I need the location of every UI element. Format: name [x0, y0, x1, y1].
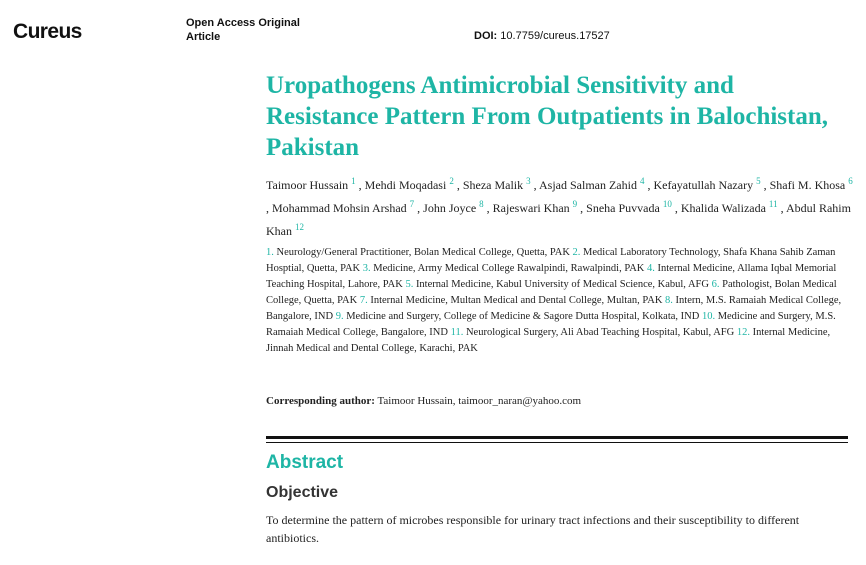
affiliation-number: 8. — [665, 295, 673, 306]
author-name[interactable]: Kefayatullah Nazary — [653, 178, 754, 192]
corresponding-author-label: Corresponding author: — [266, 395, 375, 407]
author-name[interactable]: Mohammad Mohsin Arshad — [272, 201, 407, 215]
corresponding-author-value[interactable]: Taimoor Hussain, taimoor_naran@yahoo.com — [377, 395, 582, 407]
affiliation-number: 11. — [450, 327, 464, 338]
section-divider-thick — [266, 436, 848, 439]
corresponding-author — [266, 395, 581, 407]
affiliation-text: Pathologist, Bolan Medical College, Quetta, PAK — [266, 279, 837, 306]
author-name[interactable]: Asjad Salman Zahid — [538, 178, 637, 192]
author-name[interactable]: Khalida Walizada — [680, 201, 766, 215]
affiliation-text: Neurology/General Practitioner, Bolan Medical College, Quetta, PAK — [276, 247, 570, 258]
affiliation-text: Medical Laboratory Technology, Shafa Khana Sahib Zaman Hosptial, Quetta, PAK — [266, 247, 836, 274]
affiliation-number: 12. — [736, 327, 750, 338]
affiliation-number: 10. — [701, 311, 716, 322]
author-name[interactable]: John Joyce — [423, 201, 477, 215]
author-affiliation-ref[interactable]: 1 — [351, 176, 356, 186]
section-divider-thin — [266, 442, 848, 443]
author-name[interactable]: Sheza Malik — [462, 178, 524, 192]
affiliation-number: 5. — [405, 279, 414, 290]
author-name[interactable]: Rajeswari Khan — [492, 201, 570, 215]
author-affiliation-ref[interactable]: 8 — [479, 199, 484, 209]
author-name[interactable]: Abdul Rahim Khan — [266, 201, 851, 238]
affiliation-number: 3. — [362, 263, 371, 274]
affiliation-number: 9. — [335, 311, 344, 322]
affiliation-text: Intern, M.S. Ramaiah Medical College, Bangalore, IND — [266, 295, 842, 322]
objective-text: To determine the pattern of microbes responsible for urinary tract infections and their susceptibility to different antibiotics. — [266, 513, 800, 545]
affiliation-text: Internal Medicine, Kabul University of Medical Science, Kabul, AFG — [415, 279, 709, 290]
affiliation-text: Neurological Surgery, Ali Abad Teaching Hospital, Kabul, AFG — [465, 327, 735, 338]
affiliation-number: 6. — [711, 279, 720, 290]
doi-label: DOI: — [474, 30, 498, 42]
author-affiliation-ref[interactable]: 6 — [848, 176, 853, 186]
doi — [474, 30, 610, 42]
affiliation-text: Medicine and Surgery, M.S. Ramaiah Medical College, Bangalore, IND — [266, 311, 836, 338]
author-affiliation-ref[interactable]: 9 — [572, 199, 578, 209]
affiliation-number: 1. — [266, 247, 274, 258]
objective-heading: Objective — [266, 484, 339, 501]
author-list: Taimoor Hussain $^1$ , Mehdi Moqadasi $^2$ , Sheza Malik $^3$ , Asjad Salman Zahid $^4$ , Kefayatullah Nazary $^5$ , Shafi M. Khosa $^6$ , Mohammad Mohsin Arshad $^7$ , John Joyce $^8$ , Rajeswari Khan $^9$ , Sneha Puvvada $^{10}$ , Khalida Walizada $^{11}$ , Abdul Rahim Khan $^{12}$ — [266, 176, 853, 238]
affiliation-number: 2. — [572, 247, 581, 258]
author-affiliation-ref[interactable]: 11 — [768, 199, 778, 209]
cureus-logo[interactable]: Cureus — [13, 20, 82, 43]
author-name[interactable]: Sneha Puvvada — [586, 201, 660, 215]
affiliation-number: 7. — [359, 295, 368, 306]
affiliation-text: Medicine, Army Medical College Rawalpindi, Rawalpindi, PAK — [373, 263, 645, 274]
affiliation-text: Internal Medicine, Allama Iqbal Memorial Teaching Hospital, Lahore, PAK — [266, 263, 837, 290]
author-name[interactable]: Mehdi Moqadasi — [364, 178, 447, 192]
author-name[interactable]: Shafi M. Khosa — [769, 178, 846, 192]
author-name[interactable]: Taimoor Hussain — [266, 178, 349, 192]
article-type-label — [186, 16, 326, 44]
article-title: Uropathogens Antimicrobial Sensitivity and Resistance Pattern From Outpatients in Balochistan, Pakistan — [266, 72, 829, 161]
affiliation-text: Internal Medicine, Jinnah Medical and Dental College, Karachi, PAK — [266, 327, 831, 354]
affiliation-number: 4. — [647, 263, 655, 274]
article-type-line-1: Open Access Original — [186, 17, 300, 29]
author-affiliation-ref[interactable]: 10 — [662, 199, 672, 209]
author-affiliation-ref[interactable]: 7 — [409, 199, 415, 209]
author-affiliation-ref[interactable]: 5 — [756, 176, 761, 186]
author-affiliation-ref[interactable]: 12 — [295, 222, 304, 232]
article-type-line-2: Article — [186, 31, 221, 43]
author-affiliation-ref[interactable]: 2 — [449, 176, 454, 186]
abstract-heading: Abstract — [266, 452, 344, 473]
affiliation-text: Medicine and Surgery, College of Medicine & Sagore Dutta Hospital, Kolkata, IND — [346, 311, 700, 322]
doi-link[interactable]: 10.7759/cureus.17527 — [500, 30, 610, 42]
author-affiliation-ref[interactable]: 3 — [526, 176, 531, 186]
affiliation-list — [266, 245, 860, 357]
author-affiliation-ref[interactable]: 4 — [639, 176, 645, 186]
affiliation-text: Internal Medicine, Multan Medical and Dental College, Multan, PAK — [370, 295, 663, 306]
